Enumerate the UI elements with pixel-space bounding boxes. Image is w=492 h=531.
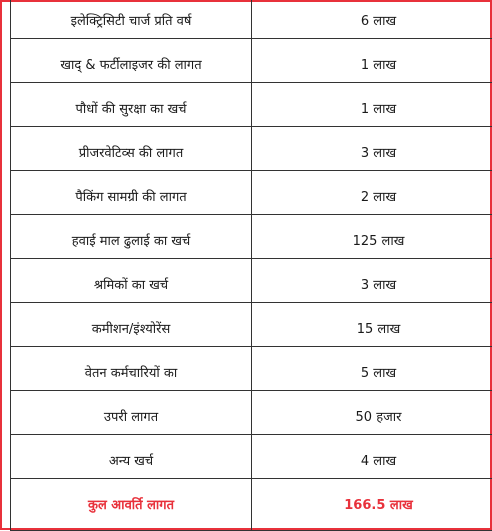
cost-item-cell: कमीशन/इंश्योरेंस — [11, 303, 252, 347]
cost-value-cell: 1 लाख — [252, 83, 492, 127]
cost-value-cell: 2 लाख — [252, 171, 492, 215]
table-row — [11, 347, 492, 391]
cost-item-cell: पौधों की सुरक्षा का खर्च — [11, 83, 252, 127]
cost-item-cell: अन्य खर्च — [11, 435, 252, 479]
table-row — [11, 215, 492, 259]
cost-value-cell: 5 लाख — [252, 347, 492, 391]
table-row — [11, 259, 492, 303]
table-row — [11, 391, 492, 435]
cost-value-cell: 3 लाख — [252, 259, 492, 303]
table-row — [11, 435, 492, 479]
cost-item-cell: वेतन कर्मचारियों का — [11, 347, 252, 391]
recurring-cost-table — [10, 0, 492, 531]
cost-value-cell: 50 हजार — [252, 391, 492, 435]
table-row — [11, 39, 492, 83]
cost-value-cell: 3 लाख — [252, 127, 492, 171]
cost-item-cell: उपरी लागत — [11, 391, 252, 435]
cost-value-cell: 15 लाख — [252, 303, 492, 347]
cost-item-cell: इलेक्ट्रिसिटी चार्ज प्रति वर्ष — [11, 0, 252, 39]
cost-item-cell: प्रीजरवेटिव्स की लागत — [11, 127, 252, 171]
total-value-cell: 166.5 लाख — [252, 479, 492, 531]
cost-item-cell: श्रमिकों का खर्च — [11, 259, 252, 303]
table-row — [11, 171, 492, 215]
cost-item-cell: खाद्‍ & फर्टीलाइजर की लागत — [11, 39, 252, 83]
total-row — [11, 479, 492, 531]
total-label-cell: कुल आवर्ति लागत — [11, 479, 252, 531]
table-row — [11, 303, 492, 347]
cost-item-cell: पैकिंग सामग्री की लागत — [11, 171, 252, 215]
cost-item-cell: हवाई माल ढुलाई का खर्च — [11, 215, 252, 259]
cost-value-cell: 6 लाख — [252, 0, 492, 39]
cost-value-cell: 1 लाख — [252, 39, 492, 83]
cost-value-cell: 4 लाख — [252, 435, 492, 479]
table-row — [11, 0, 492, 39]
cost-value-cell: 125 लाख — [252, 215, 492, 259]
table-row — [11, 83, 492, 127]
table-row — [11, 127, 492, 171]
